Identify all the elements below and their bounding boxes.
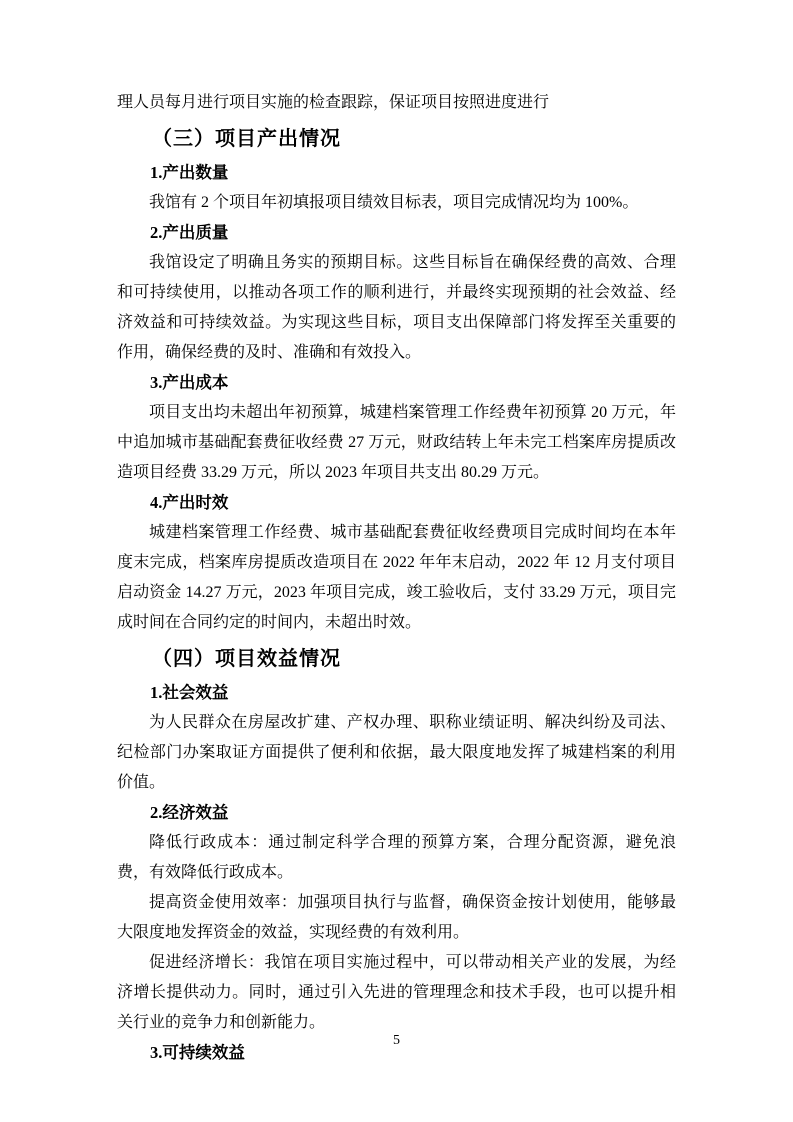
section-heading-3: （三）项目产出情况 (152, 128, 341, 150)
subheading-output-quantity: 1.产出数量 (150, 163, 229, 182)
subheading-economic-benefit: 2.经济效益 (150, 803, 229, 822)
subheading-output-cost: 3.产出成本 (150, 373, 229, 392)
paragraph-economic-benefit-3: 促进经济增长：我馆在项目实施过程中，可以带动相关产业的发展，为经济增长提供动力。同时，通过引入先进的管理理念和技术手段，也可以提升相关行业的竞争力和创新能力。 (117, 954, 676, 1031)
paragraph-output-cost: 项目支出均未超出年初预算，城建档案管理工作经费年初预算 20 万元，年中追加城市基础配套费征收经费 27 万元，财政结转上年未完工档案库房提质改造项目经费 33.29 万元，所以 2023 年项目共支出 80.29 万元。 (117, 404, 676, 481)
paragraph-economic-benefit-1: 降低行政成本：通过制定科学合理的预算方案，合理分配资源，避免浪费，有效降低行政成本。 (117, 834, 676, 881)
paragraph-output-quality: 我馆设定了明确且务实的预期目标。这些目标旨在确保经费的高效、合理和可持续使用，以推动各项工作的顺利进行，并最终实现预期的社会效益、经济效益和可持续效益。为实现这些目标，项目支出保障部门将发挥至关重要的作用，确保经费的及时、准确和有效投入。 (117, 254, 676, 361)
subheading-output-quality: 2.产出质量 (150, 223, 229, 242)
paragraph-economic-benefit-2: 提高资金使用效率：加强项目执行与监督，确保资金按计划使用，能够最大限度地发挥资金的效益，实现经费的有效利用。 (117, 894, 676, 941)
paragraph-social-benefit: 为人民群众在房屋改扩建、产权办理、职称业绩证明、解决纠纷及司法、纪检部门办案取证方面提供了便利和依据，最大限度地发挥了城建档案的利用价值。 (117, 714, 676, 791)
subheading-social-benefit: 1.社会效益 (150, 683, 229, 702)
paragraph-output-timeliness: 城建档案管理工作经费、城市基础配套费征收经费项目完成时间均在本年度末完成，档案库房提质改造项目在 2022 年年末启动，2022 年 12 月支付项目启动资金 14.27 万元，2023 年项目完成，竣工验收后，支付 33.29 万元，项目完成时间在合同约定的时间内，未超出时效。 (117, 524, 676, 631)
page-number: 5 (393, 1033, 400, 1048)
continuation-paragraph: 理人员每月进行项目实施的检查跟踪，保证项目按照进度进行 (117, 94, 550, 111)
section-heading-4: （四）项目效益情况 (152, 648, 341, 670)
page-content (117, 88, 676, 1068)
subheading-sustainable-benefit: 3.可持续效益 (150, 1043, 245, 1062)
paragraph-output-quantity: 我馆有 2 个项目年初填报项目绩效目标表，项目完成情况均为 100%。 (149, 194, 639, 211)
subheading-output-timeliness: 4.产出时效 (150, 493, 229, 512)
